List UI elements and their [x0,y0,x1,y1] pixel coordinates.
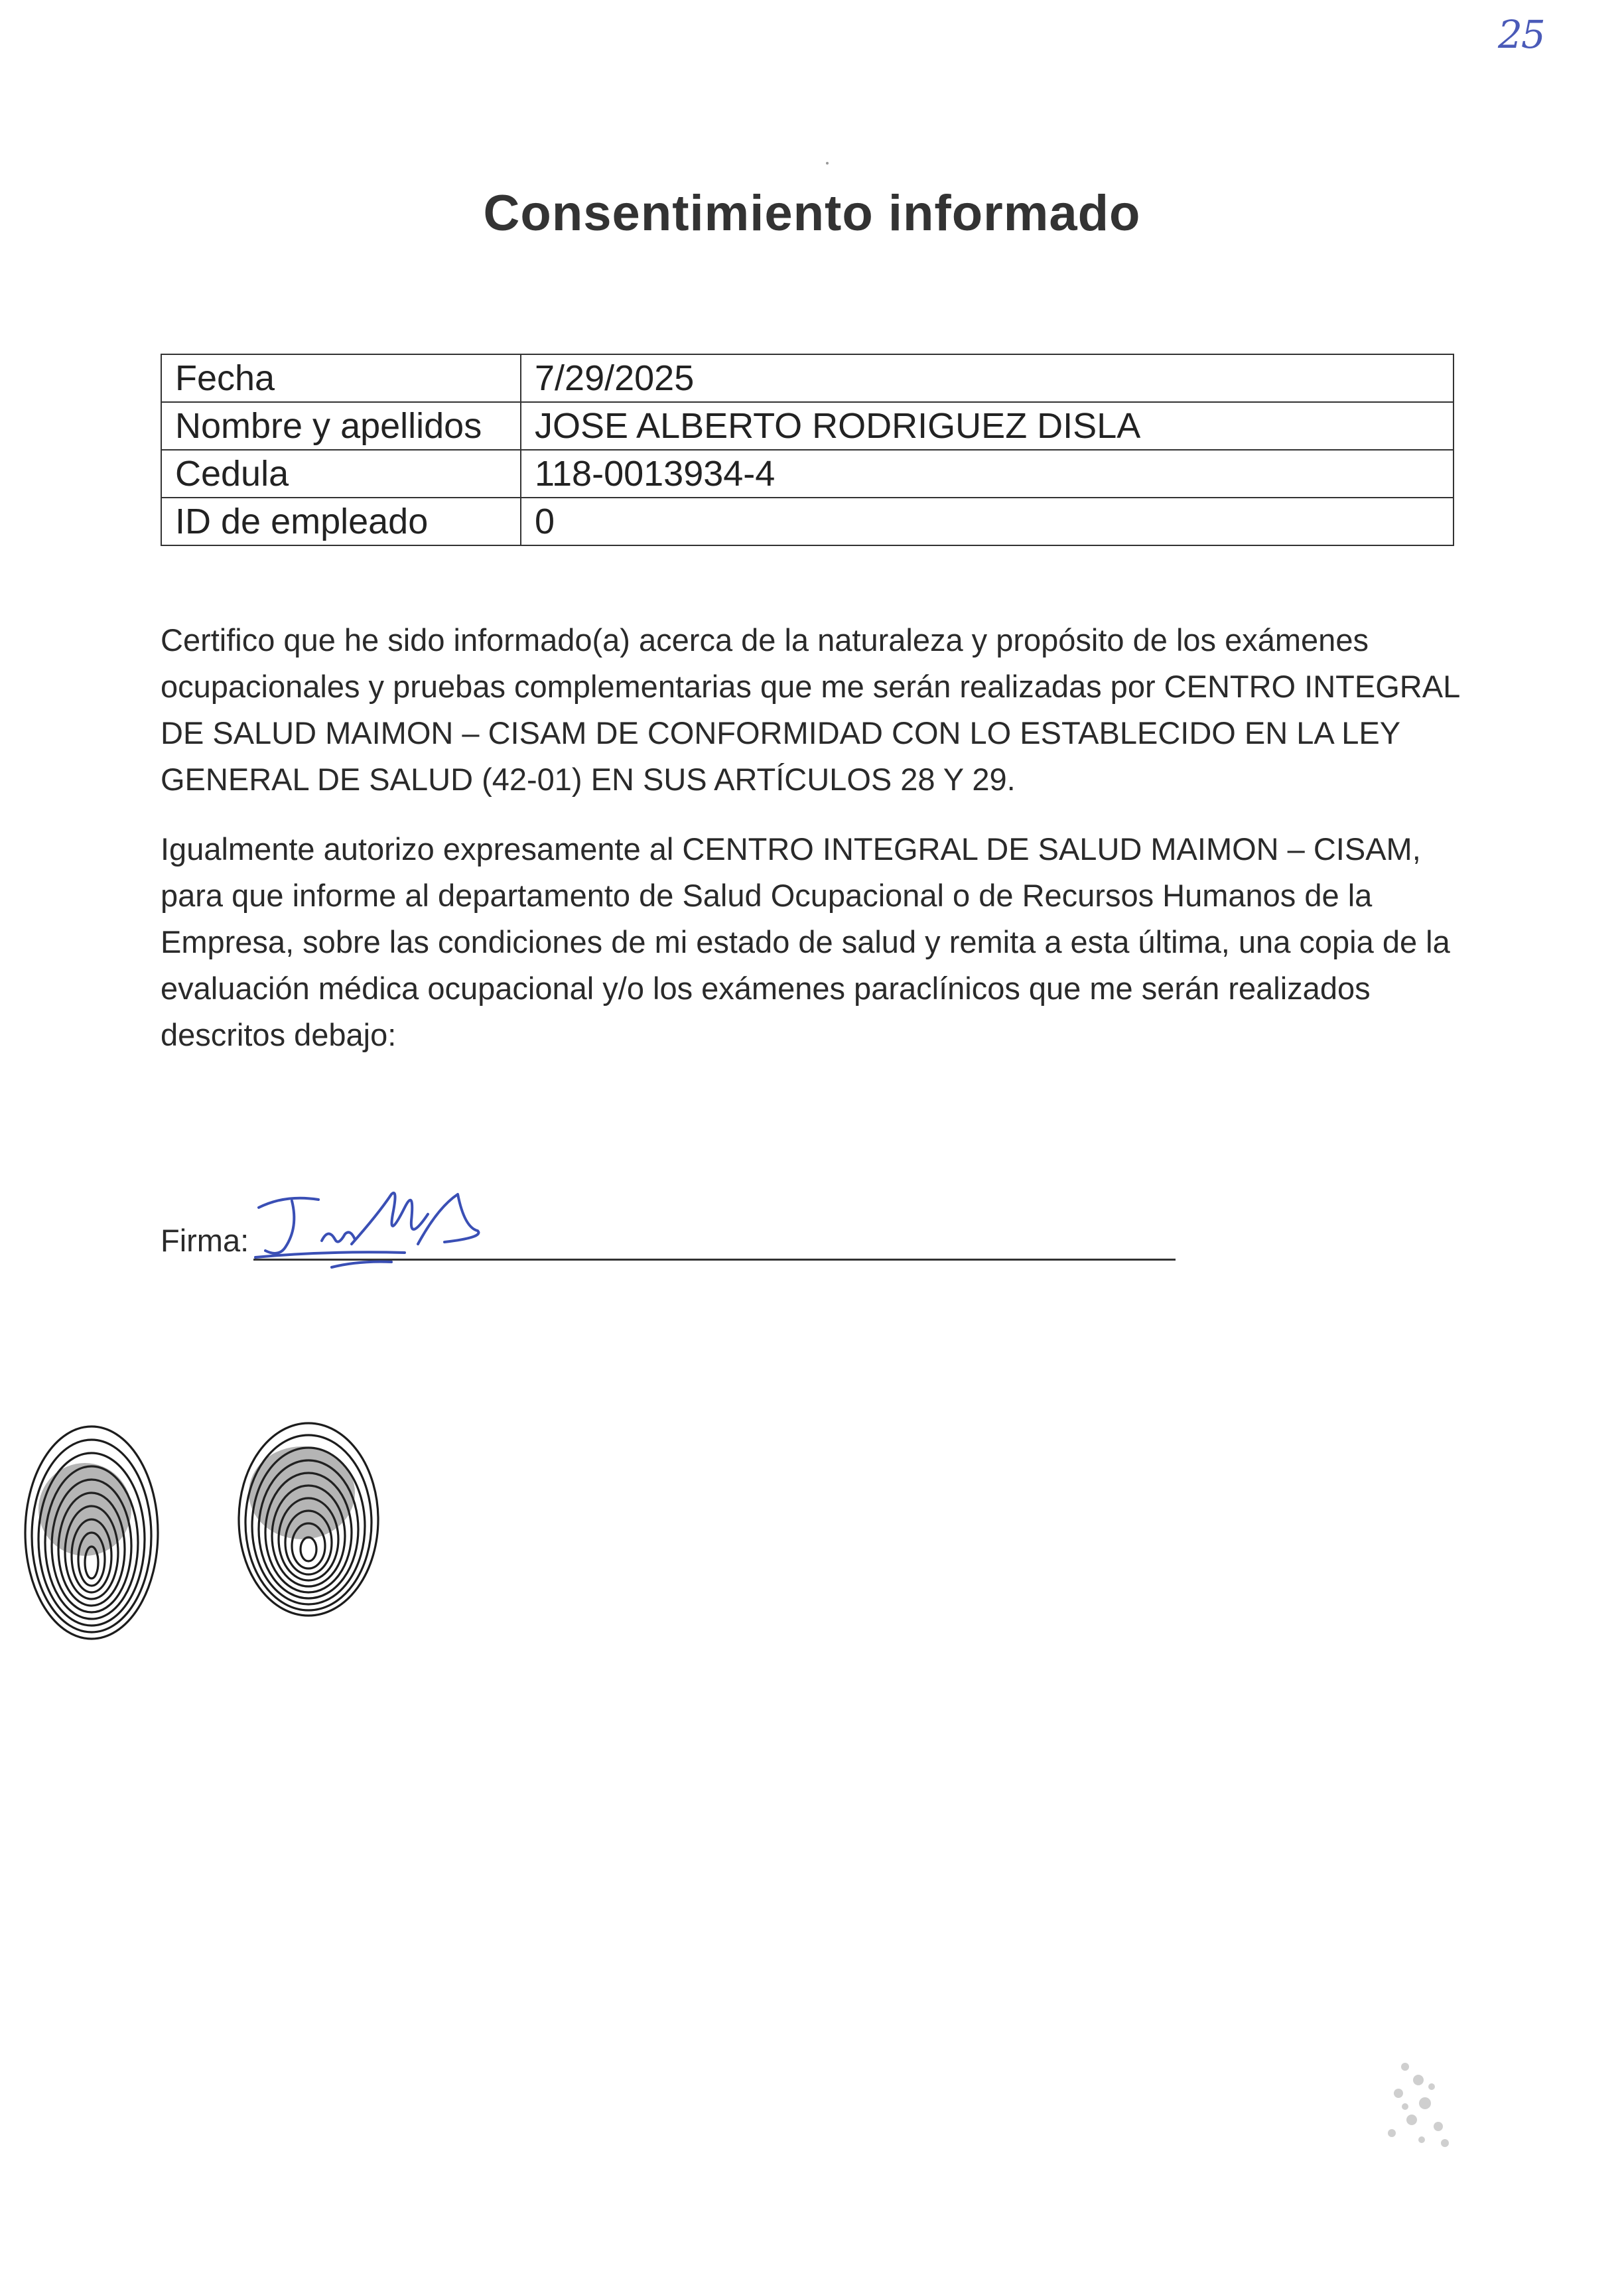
row-value-id-empleado: 0 [521,498,1454,545]
table-row [161,450,1454,498]
authorization-paragraph: Igualmente autorizo expresamente al CENTRO INTEGRAL DE SALUD MAIMON – CISAM, para que informe al departamento de Salud Ocupacional o de Recursos Humanos de la Empresa, sobre las condiciones de mi estado de salud y remita a esta última, una copia de la evaluación médica ocupacional y/o los exámenes paraclínicos que me serán realizados descritos debajo: [161,831,1450,1052]
document-title: Consentimiento informado [483,185,1141,242]
certification-paragraph: Certifico que he sido informado(a) acerca de la naturaleza y propósito de los exámenes ocupacionales y pruebas complementarias que me serán realizadas por CENTRO INTEGRAL DE SALUD MAIMON – CISAM DE CONFORMIDAD CON LO ESTABLECIDO EN LA LEY GENERAL DE SALUD (42-01) EN SUS ARTÍCULOS 28 Y 29. [161,622,1459,797]
row-value-nombre: JOSE ALBERTO RODRIGUEZ DISLA [521,402,1454,450]
ink-smudge [1365,2040,1498,2160]
table-row [161,354,1454,402]
row-value-fecha: 7/29/2025 [521,354,1454,402]
row-label-cedula: Cedula [161,450,521,498]
row-label-id-empleado: ID de empleado [161,498,521,545]
fingerprint-left [19,1410,165,1649]
table-row [161,402,1454,450]
fingerprint-right [229,1413,388,1626]
signature-label: Firma: [161,1223,249,1258]
scan-speck [826,162,829,165]
table-row [161,498,1454,545]
row-value-cedula: 118-0013934-4 [521,450,1454,498]
row-label-nombre: Nombre y apellidos [161,402,521,450]
handwritten-signature [245,1168,564,1281]
handwritten-page-number: 25 [1498,12,1544,57]
row-label-fecha: Fecha [161,354,521,402]
employee-info-table [161,354,1454,546]
